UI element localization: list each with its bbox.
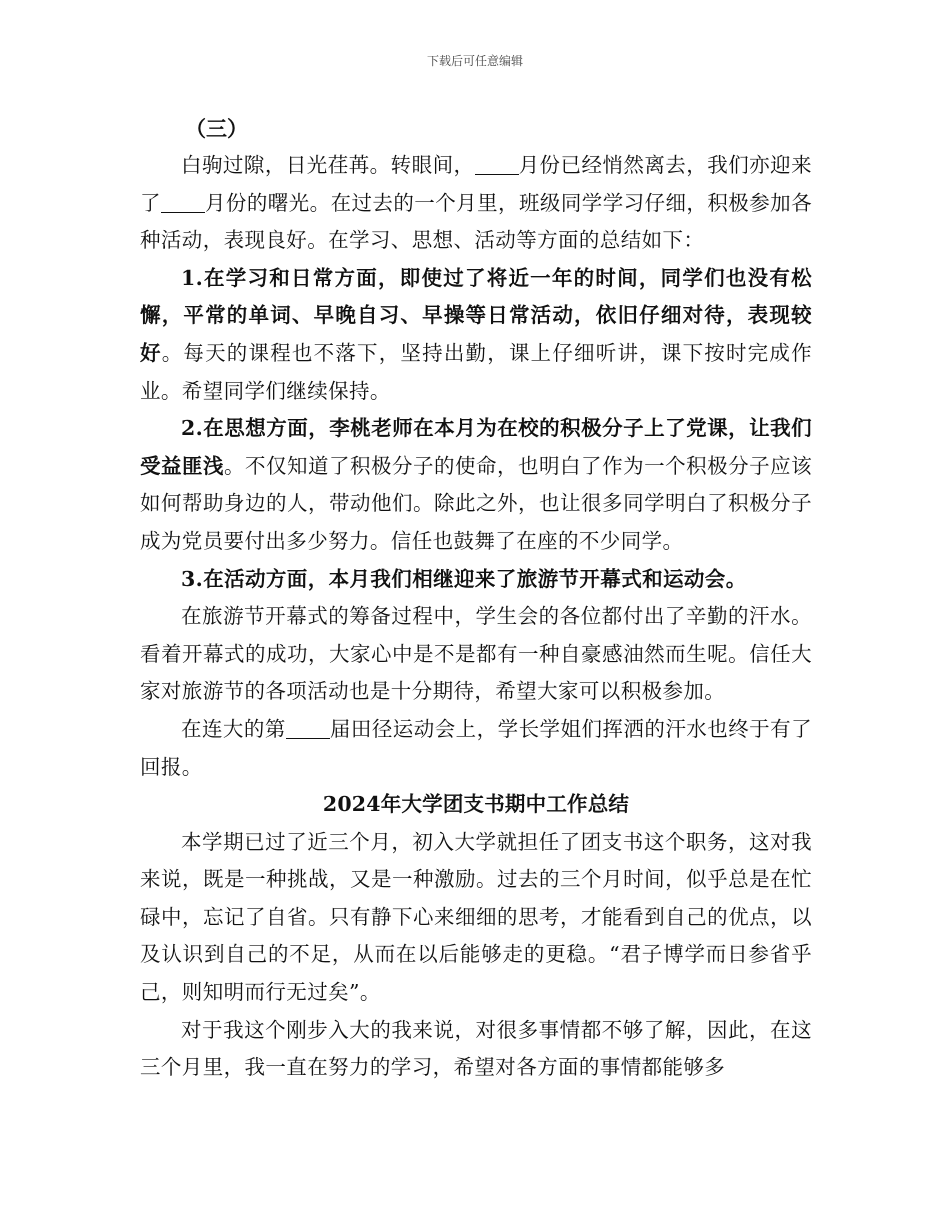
page-header: 下载后可任意编辑: [426, 54, 523, 68]
document-title: 2024年大学团支书期中工作总结: [322, 792, 630, 817]
item-1-heading: 1.在学习和日常方面，即使过了将近一年的时间，同学们也没有松懈，平常的单词、早晚自习、早操等日常活动，依旧仔细对待，表现较好: [140, 265, 812, 365]
item-3-paragraph: [140, 561, 812, 599]
document-body: [140, 110, 812, 1087]
sports-text-1: 在连大的第: [181, 716, 286, 741]
festival-paragraph: 在旅游节开幕式的筹备过程中，学生会的各位都付出了辛勤的汗水。看着开幕式的成功，大家心中是不是都有一种自豪感油然而生呢。信任大家对旅游节的各项活动也是十分期待，希望大家可以积极参加。: [140, 604, 812, 704]
item-2-text: 。不仅知道了积极分子的使命，也明白了作为一个积极分子应该如何帮助身边的人，带动他们。除此之外，也让很多同学明白了积极分子成为党员要付出多少努力。信任也鼓舞了在座的不少同学。: [140, 453, 812, 553]
blank-line: [286, 717, 330, 739]
section-number: （三）: [185, 116, 248, 141]
intro-text-3: 月份的曙光。在过去的一个月里，班级同学学习仔细，积极参加各种活动，表现良好。在学习、思想、活动等方面的总结如下：: [140, 190, 812, 253]
item-2-heading: 2.在思想方面，李桃老师在本月为在校的积极分子上了党课，让我们受益匪浅: [140, 416, 812, 478]
blank-line: [475, 154, 519, 176]
intro-text-2: 月份已经悄然离去，我们亦迎来了: [140, 153, 812, 215]
summary-paragraph-2: 对于我这个刚步入大的我来说，对很多事情都不够了解，因此，在这三个月里，我一直在努力的学习，希望对各方面的事情都能够多: [140, 1017, 812, 1080]
sports-text-2: 届田径运动会上，学长学姐们挥洒的汗水也终于有了回报。: [140, 716, 813, 779]
item-1-text: 。每天的课程也不落下，坚持出勤，课上仔细听讲，课下按时完成作业。希望同学们继续保持。: [140, 340, 812, 403]
blank-line: [161, 191, 205, 213]
item-3-heading: 3.在活动方面，本月我们相继迎来了旅游节开幕式和运动会。: [181, 566, 747, 591]
intro-text-1: 白驹过隙，日光荏苒。转眼间，: [181, 153, 475, 177]
summary-paragraph-1: 本学期已过了近三个月，初入大学就担任了团支书这个职务，这对我来说，既是一种挑战，又是一种激励。过去的三个月时间，似乎总是在忙碌中，忘记了自省。只有静下心来细细的思考，才能看到自己的优点，以及认识到自己的不足，从而在以后能够走的更稳。“君子博学而日参省乎己，则知明而行无过矣”。: [140, 829, 812, 1005]
item-1-paragraph: [140, 260, 812, 410]
item-2-paragraph: [140, 410, 812, 560]
sports-paragraph: [140, 711, 812, 786]
intro-paragraph: [140, 147, 812, 260]
